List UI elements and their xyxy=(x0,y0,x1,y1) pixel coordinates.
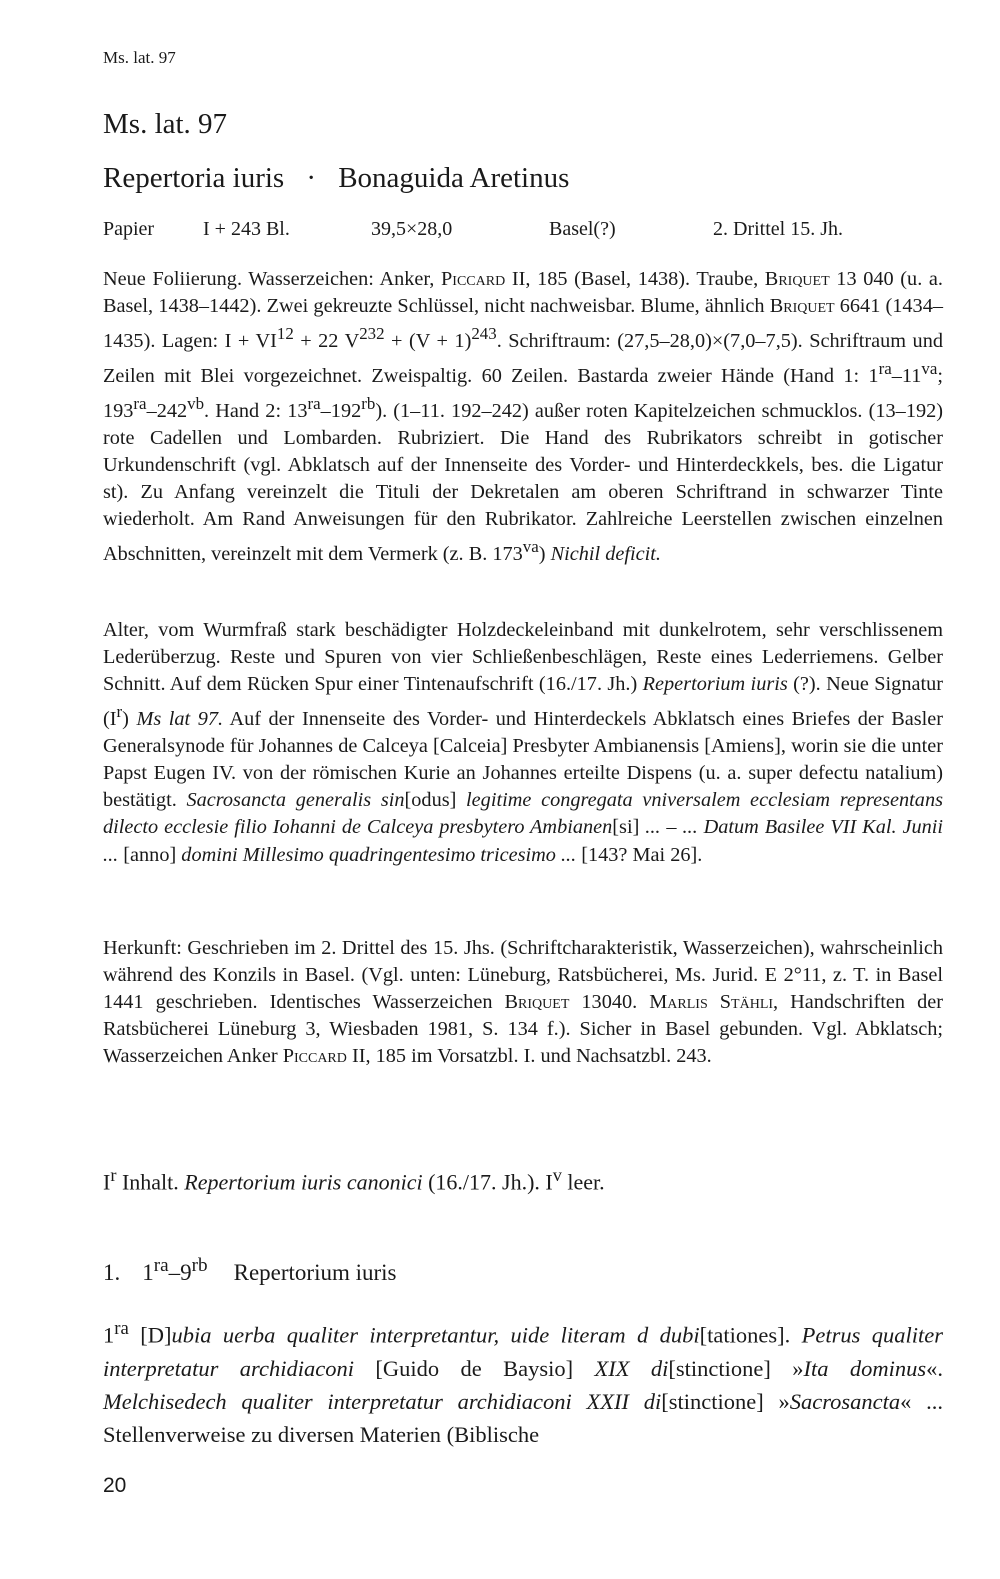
binding-description-paragraph: Alter, vom Wurmfraß stark beschädigter Holzdeckeleinband mit dunkelrotem, sehr verschlissenem Lederüberzug. Reste und Spuren von vier Schließenbeschlägen, Reste eines Lederriemens. Gelber Schnitt. Auf dem Rücken Spur einer Tintenaufschrift (16./17. Jh.) Repertorium iuris (?). Neue Signatur $(I^r)$ Ms lat 97. Auf der Innenseite des Vorder- und Hinterdeckels Abklatsch eines Briefes der Basler Generalsynode für Johannes de Calceya [Calceia] Presbyter Ambianensis [Amiens], worin sie die unter Papst Eugen IV. von der römischen Kurie an Johannes erteilte Dispens (u. a. super defectu natalium) bestätigt. Sacrosancta generalis sin[odus] legitime congregata vniversalem ecclesiam representans dilecto ecclesie filio Iohanni de Calceya presbytero Ambianen[si] ... – ... Datum Basilee VII Kal. Junii ... [anno] domini Millesimo quadringentesimo tricesimo ... [143? Mai 26]. xyxy=(103,619,944,866)
origin-place: Basel(?) xyxy=(549,218,616,240)
contents-note: $I^r$ Inhalt. Repertorium iuris canonici (16./17. Jh.). $I^v$ leer. xyxy=(103,1165,605,1195)
section-heading xyxy=(103,1255,943,1286)
physical-description-paragraph: Neue Foliierung. Wasserzeichen: Anker, Piccard II, 185 (Basel, 1438). Traube, Briquet 13 040 (u. a. Basel, 1438–1442). Zwei gekreuzte Schlüssel, nicht nachweisbar. Blume, ähnlich Briquet 6641 (1434–1435). Lagen: $I + VI^{12} + 22$ $V^{232} + (V + 1)^{243}$. Schriftraum: (27,5–28,0)×(7,0–7,5). Schriftraum und Zeilen mit Blei vorgezeichnet. Zweispaltig. 60 Zeilen. Bastarda zweier Hände (Hand 1: $1^{ra}-11^{va}$; $193^{ra}-242^{vb}$. Hand 2: $13^{ra}-192^{rb}$). (1–11. 192–242) außer roten Kapitelzeichen schmucklos. (13–192) rote Cadellen und Lombarden. Rubriziert. Die Hand des Rubrikators schreibt in gotischer Urkundenschrift (vgl. Abklatsch auf der Innenseite des Vorder- und Hinterdeckkels, bes. die Ligatur st). Zu Anfang vereinzelt die Tituli der Dekretalen am oberen Schriftrand in schwarzer Tinte wiederholt. Am Rand Anweisungen für den Rubrikator. Zahlreiche Leerstellen zwischen einzelnen Abschnitten, vereinzelt mit dem Vermerk (z. B. $173^{va}$) Nichil deficit. xyxy=(103,268,943,565)
author-name: Bonaguida Aretinus xyxy=(338,162,570,194)
folio-range: $1^{ra}-9^{rb}$ xyxy=(142,1255,208,1285)
dimensions: 39,5×28,0 xyxy=(371,218,453,240)
title-separator: · xyxy=(306,162,317,194)
provenance-paragraph: Herkunft: Geschrieben im 2. Drittel des 15. Jhs. (Schriftcharakteristik, Wasserzeichen), wahrscheinlich während des Konzils in Basel. (Vgl. unten: Lüneburg, Ratsbücherei, Ms. Jurid. E 2°11, z. T. in Basel 1441 geschrieben. Identisches Wasserzeichen Briquet 13040. Marlis Stähli, Handschriften der Ratsbücherei Lüneburg 3, Wiesbaden 1981, S. 134 f.). Sicher in Basel gebunden. Vgl. Abklatsch; Wasserzeichen Anker Piccard II, 185 im Vorsatzbl. I. und Nachsatzbl. 243. xyxy=(103,937,943,1068)
work-title: Repertoria iuris xyxy=(103,162,285,194)
section-title: Repertorium iuris xyxy=(233,1259,397,1285)
title-line xyxy=(103,162,943,195)
shelfmark-heading: Ms. lat. 97 xyxy=(103,108,228,140)
running-head: Ms. lat. 97 xyxy=(103,48,176,67)
origin-date: 2. Drittel 15. Jh. xyxy=(713,218,843,240)
section-number: 1. xyxy=(103,1259,121,1285)
entry-text: $1^{ra}$ [D]ubia uerba qualiter interpretantur, uide literam d dubi[tationes]. Petrus qualiter interpretatur archidiaconi [Guido de Baysio] XIX di[stinctione] »Ita dominus«. Melchisedech qualiter interpretatur archidiaconi XXII di[stinctione] »Sacrosancta« ... Stellenverweise zu diversen Materien (Biblische xyxy=(103,1318,944,1447)
page-number: 20 xyxy=(103,1474,127,1497)
codicological-summary xyxy=(103,218,943,246)
material: Papier xyxy=(103,218,155,240)
leaf-count: I + 243 Bl. xyxy=(203,218,290,240)
